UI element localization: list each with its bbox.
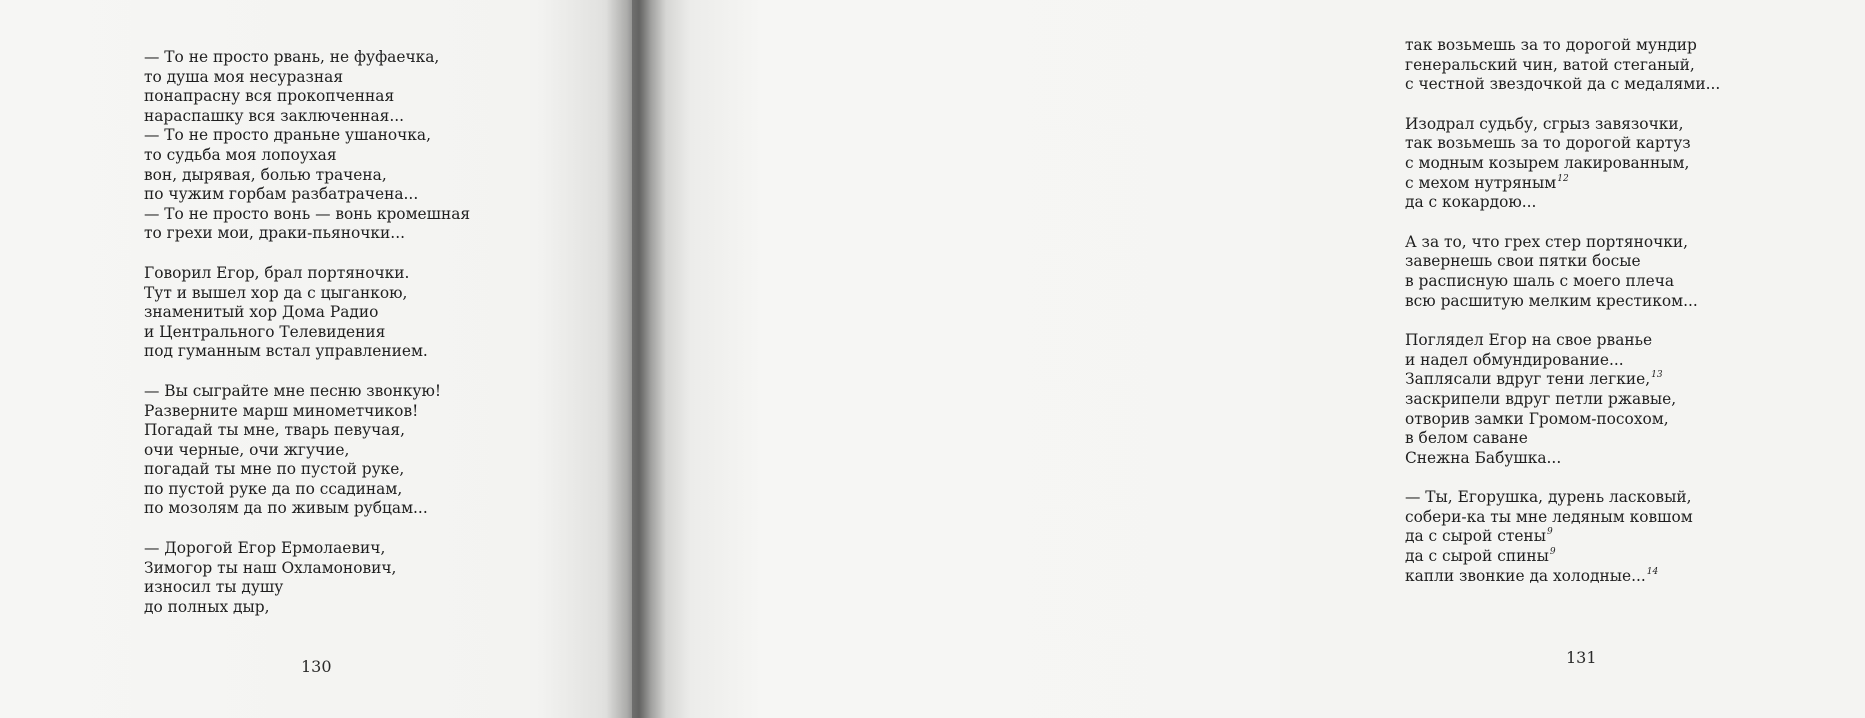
poem-line xyxy=(144,284,584,304)
poem-line xyxy=(144,166,584,186)
poem-line xyxy=(144,382,584,402)
poem-line-text: в расписную шаль с моего плеча xyxy=(1405,271,1675,290)
poem-line-text: так возьмешь за то дорогой мундир xyxy=(1405,36,1697,54)
poem-line xyxy=(144,185,584,205)
stanza xyxy=(1405,115,1865,213)
poem-line-text: Поглядел Егор на свое рванье xyxy=(1405,331,1653,350)
poem-line xyxy=(144,107,584,127)
poem-line-text: — Ты, Егорушка, дурень ласковый, xyxy=(1405,488,1692,507)
poem-line-text: износил ты душу xyxy=(144,578,284,597)
poem-line-text: вон, дырявая, болью трачена, xyxy=(144,165,387,184)
poem-line-text: заскрипели вдруг петли ржавые, xyxy=(1405,389,1677,408)
poem-line-text: — Вы сыграйте мне песню звонкую! xyxy=(144,381,442,400)
poem-line-text: — То не просто рвань, не фуфаечка, xyxy=(144,48,440,66)
poem-line xyxy=(144,87,584,107)
stanza xyxy=(1405,331,1865,468)
poem-line-text: с мехом нутряным xyxy=(1405,173,1557,192)
poem-line xyxy=(144,303,584,323)
poem-line xyxy=(144,402,584,422)
poem-line xyxy=(1405,272,1865,292)
poem-line-text: — То не просто вонь — вонь кромешная xyxy=(144,204,471,223)
poem-line-text: капли звонкие да холодные... xyxy=(1405,566,1646,585)
poem-line-text: собери-ка ты мне ледяным ковшом xyxy=(1405,507,1693,526)
poem-line-text: да с сырой спины xyxy=(1405,547,1549,566)
poem-line-text: — Дорогой Егор Ермолаевич, xyxy=(144,539,386,558)
poem-line xyxy=(1405,174,1865,194)
poem-line xyxy=(144,146,584,166)
poem-line-text: погадай ты мне по пустой руке, xyxy=(144,460,405,479)
poem-line xyxy=(1405,508,1865,528)
poem-line xyxy=(1405,370,1865,390)
poem-line xyxy=(144,559,584,579)
poem-line xyxy=(1405,567,1865,587)
poem-line-text: то душа моя несуразная xyxy=(144,67,344,86)
stanza xyxy=(1405,488,1865,586)
poem-line-text: и надел обмундирование... xyxy=(1405,350,1624,369)
poem-line-text: Зимогор ты наш Охламонович, xyxy=(144,558,397,577)
poem-line xyxy=(144,48,584,68)
poem-line-text: по чужим горбам разбатрачена... xyxy=(144,185,419,204)
poem-line xyxy=(1405,351,1865,371)
poem-line xyxy=(1405,410,1865,430)
stanza xyxy=(1405,233,1865,311)
stanza xyxy=(144,539,584,617)
poem-line-text: очи черные, очи жгучие, xyxy=(144,440,350,459)
page-number-right: 131 xyxy=(1566,648,1597,667)
poem-line-text: с честной звездочкой да с медалями... xyxy=(1405,75,1721,94)
poem-line-text: по пустой руке да по ссадинам, xyxy=(144,479,403,498)
poem-line-text: Говорил Егор, брал портяночки. xyxy=(144,263,410,282)
stanza xyxy=(1405,36,1865,95)
poem-line xyxy=(144,499,584,519)
poem-line xyxy=(1405,36,1865,56)
poem-line xyxy=(1405,233,1865,253)
poem-line xyxy=(1405,56,1865,76)
footnote-marker: 9 xyxy=(1546,527,1553,538)
right-page-poem xyxy=(1405,36,1865,606)
left-page-poem xyxy=(144,48,584,637)
poem-line-text: генеральский чин, ватой стеганый, xyxy=(1405,55,1695,74)
poem-line-text: с модным козырем лакированным, xyxy=(1405,153,1690,172)
poem-line-text: понапрасну вся прокопченная xyxy=(144,87,395,106)
poem-line-text: и Центрального Телевидения xyxy=(144,322,386,341)
poem-line xyxy=(1405,488,1865,508)
poem-line xyxy=(144,441,584,461)
poem-line-text: Разверните марш минометчиков! xyxy=(144,401,419,420)
stanza xyxy=(144,264,584,362)
poem-line xyxy=(144,323,584,343)
poem-line xyxy=(1405,134,1865,154)
poem-line-text: до полных дыр, xyxy=(144,597,270,616)
footnote-marker: 9 xyxy=(1549,547,1556,558)
poem-line xyxy=(1405,292,1865,312)
poem-line-text: да с сырой стены xyxy=(1405,527,1546,546)
poem-line-text: Погадай ты мне, тварь певучая, xyxy=(144,421,406,440)
poem-line xyxy=(144,460,584,480)
poem-line xyxy=(144,421,584,441)
poem-line xyxy=(144,480,584,500)
poem-line-text: завернешь свои пятки босые xyxy=(1405,252,1641,271)
poem-line-text: всю расшитую мелким крестиком... xyxy=(1405,291,1698,310)
poem-line-text: знаменитый хор Дома Радио xyxy=(144,303,379,322)
poem-line xyxy=(1405,449,1865,469)
poem-line xyxy=(144,539,584,559)
footnote-marker: 12 xyxy=(1557,173,1569,184)
poem-line xyxy=(1405,547,1865,567)
poem-line-text: нараспашку вся заключенная... xyxy=(144,106,405,125)
right-page xyxy=(632,0,1721,718)
poem-line-text: то грехи мои, драки-пьяночки... xyxy=(144,224,405,243)
poem-line-text: Изодрал судьбу, сгрыз завязочки, xyxy=(1405,114,1684,133)
poem-line xyxy=(144,264,584,284)
stanza xyxy=(144,48,584,244)
poem-line xyxy=(1405,75,1865,95)
poem-line-text: А за то, что грех стер портяночки, xyxy=(1405,232,1689,251)
poem-line-text: да с кокардою... xyxy=(1405,193,1537,212)
poem-line-text: под гуманным встал управлением. xyxy=(144,342,428,361)
poem-line xyxy=(144,578,584,598)
poem-line-text: — То не просто драньне ушаночка, xyxy=(144,126,431,145)
poem-line-text: отворив замки Громом-посохом, xyxy=(1405,409,1669,428)
poem-line xyxy=(1405,429,1865,449)
poem-line xyxy=(1405,252,1865,272)
footnote-marker: 14 xyxy=(1646,566,1659,577)
poem-line xyxy=(1405,154,1865,174)
poem-line xyxy=(1405,115,1865,135)
poem-line xyxy=(1405,527,1865,547)
poem-line xyxy=(1405,390,1865,410)
poem-line-text: Тут и вышел хор да с цыганкою, xyxy=(144,283,408,302)
page-number-left: 130 xyxy=(301,657,332,676)
poem-line xyxy=(144,342,584,362)
poem-line xyxy=(144,598,584,618)
left-page xyxy=(0,0,632,718)
poem-line-text: Заплясали вдруг тени легкие, xyxy=(1405,370,1651,389)
poem-line xyxy=(144,224,584,244)
poem-line xyxy=(144,68,584,88)
footnote-marker: 13 xyxy=(1651,370,1663,381)
book-gutter-shadow xyxy=(606,0,666,718)
poem-line-text: Снежна Бабушка... xyxy=(1405,448,1562,467)
poem-line-text: так возьмешь за то дорогой картуз xyxy=(1405,134,1691,153)
poem-line-text: по мозолям да по живым рубцам... xyxy=(144,499,428,518)
poem-line xyxy=(144,126,584,146)
poem-line xyxy=(1405,193,1865,213)
poem-line-text: то судьба моя лопоухая xyxy=(144,145,337,164)
stanza xyxy=(144,382,584,519)
poem-line xyxy=(144,205,584,225)
poem-line xyxy=(1405,331,1865,351)
poem-line-text: в белом саване xyxy=(1405,429,1528,448)
